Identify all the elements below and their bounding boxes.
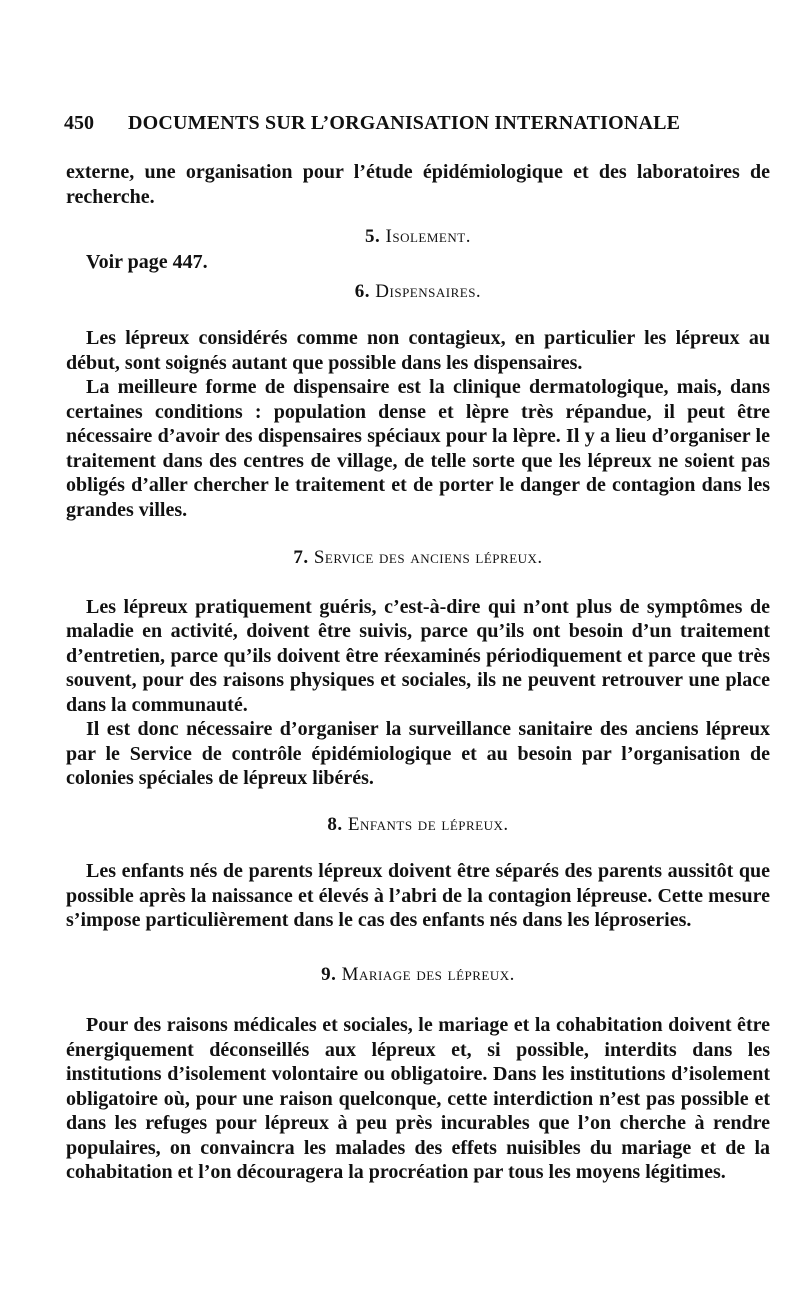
- section-title: Enfants de lépreux.: [347, 813, 509, 835]
- paragraph: Pour des raisons médicales et sociales, le mariage et la cohabitation doivent être énergiquement déconseillés aux lépreux et, si possible, interdits dans les institutions d’isolement volontaire ou obligatoire. Dans les institutions d’isolement obligatoire où, pour une raison quelconque, cette interdiction n’est pas possible et dans les refuges pour lépreux à peu près incurables que l’on cherche à rendre populaires, on convaincra les malades des effets nuisibles du mariage et de la cohabitation et l’on découragera la procréation par tous les moyens légitimes.: [66, 1014, 770, 1183]
- section-title: Mariage des lépreux.: [341, 963, 515, 985]
- section-body-isolement: [66, 252, 770, 276]
- paragraph: Les lépreux pratiquement guéris, c’est-à-dire qui n’ont plus de symptômes de maladie en activité, doivent être suivis, parce qu’ils ont besoin d’un traitement d’entretien, parce qu’ils doivent être réexaminés périodiquement et parce que très souvent, pour des raisons physiques et sociales, ils ne peuvent retrouver une place dans la communauté.: [66, 595, 770, 716]
- section-number: 8.: [327, 813, 343, 835]
- paragraph: Les lépreux considérés comme non contagieux, en particulier les lépreux au début, sont soignés autant que possible dans les dispensaires.: [66, 327, 770, 374]
- running-title: DOCUMENTS SUR L’ORGANISATION INTERNATIONALE: [128, 112, 681, 134]
- section-number: 5.: [365, 226, 381, 247]
- paragraph: Il est donc nécessaire d’organiser la surveillance sanitaire des anciens lépreux par le Service de contrôle épidémiologique et au besoin par l’organisation de colonies spéciales de lépreux libérés.: [66, 718, 770, 789]
- page-number: 450: [64, 112, 94, 134]
- section-heading-dispensaires: [66, 280, 770, 305]
- section-heading-service-anciens-lepreux: [66, 546, 770, 571]
- section-heading-isolement: [66, 225, 770, 250]
- cross-reference: Voir page 447.: [86, 250, 208, 273]
- page-body: [66, 160, 770, 1185]
- paragraph: Les enfants nés de parents lépreux doivent être séparés des parents aussitôt que possible après la naissance et élevés à l’abri de la contagion lépreuse. Cette mesure s’impose particulièrement dans le cas des enfants nés dans les léproseries.: [66, 860, 770, 931]
- page-header: [64, 112, 764, 135]
- section-title: Service des anciens lépreux.: [313, 547, 543, 568]
- section-number: 9.: [321, 963, 337, 985]
- paragraph: La meilleure forme de dispensaire est la clinique dermatologique, mais, dans certaines conditions : population dense et lèpre très répandue, il peut être nécessaire d’avoir des dispensaires spéciaux pour la lèpre. Il y a lieu d’organiser le traitement dans des centres de village, de telle sorte que les lépreux ne soient pas obligés d’aller chercher le traitement et de porter le danger de contagion dans les grandes villes.: [66, 376, 770, 521]
- section-number: 6.: [354, 280, 371, 302]
- section-title: Dispensaires.: [375, 280, 482, 302]
- section-heading-enfants-de-lepreux: [66, 813, 770, 838]
- intro-paragraph: externe, une organisation pour l’étude épidémiologique et des laboratoires de recherche.: [66, 161, 770, 208]
- section-heading-mariage-des-lepreux: [66, 963, 770, 988]
- section-title: Isolement.: [385, 226, 471, 247]
- section-number: 7.: [293, 547, 309, 568]
